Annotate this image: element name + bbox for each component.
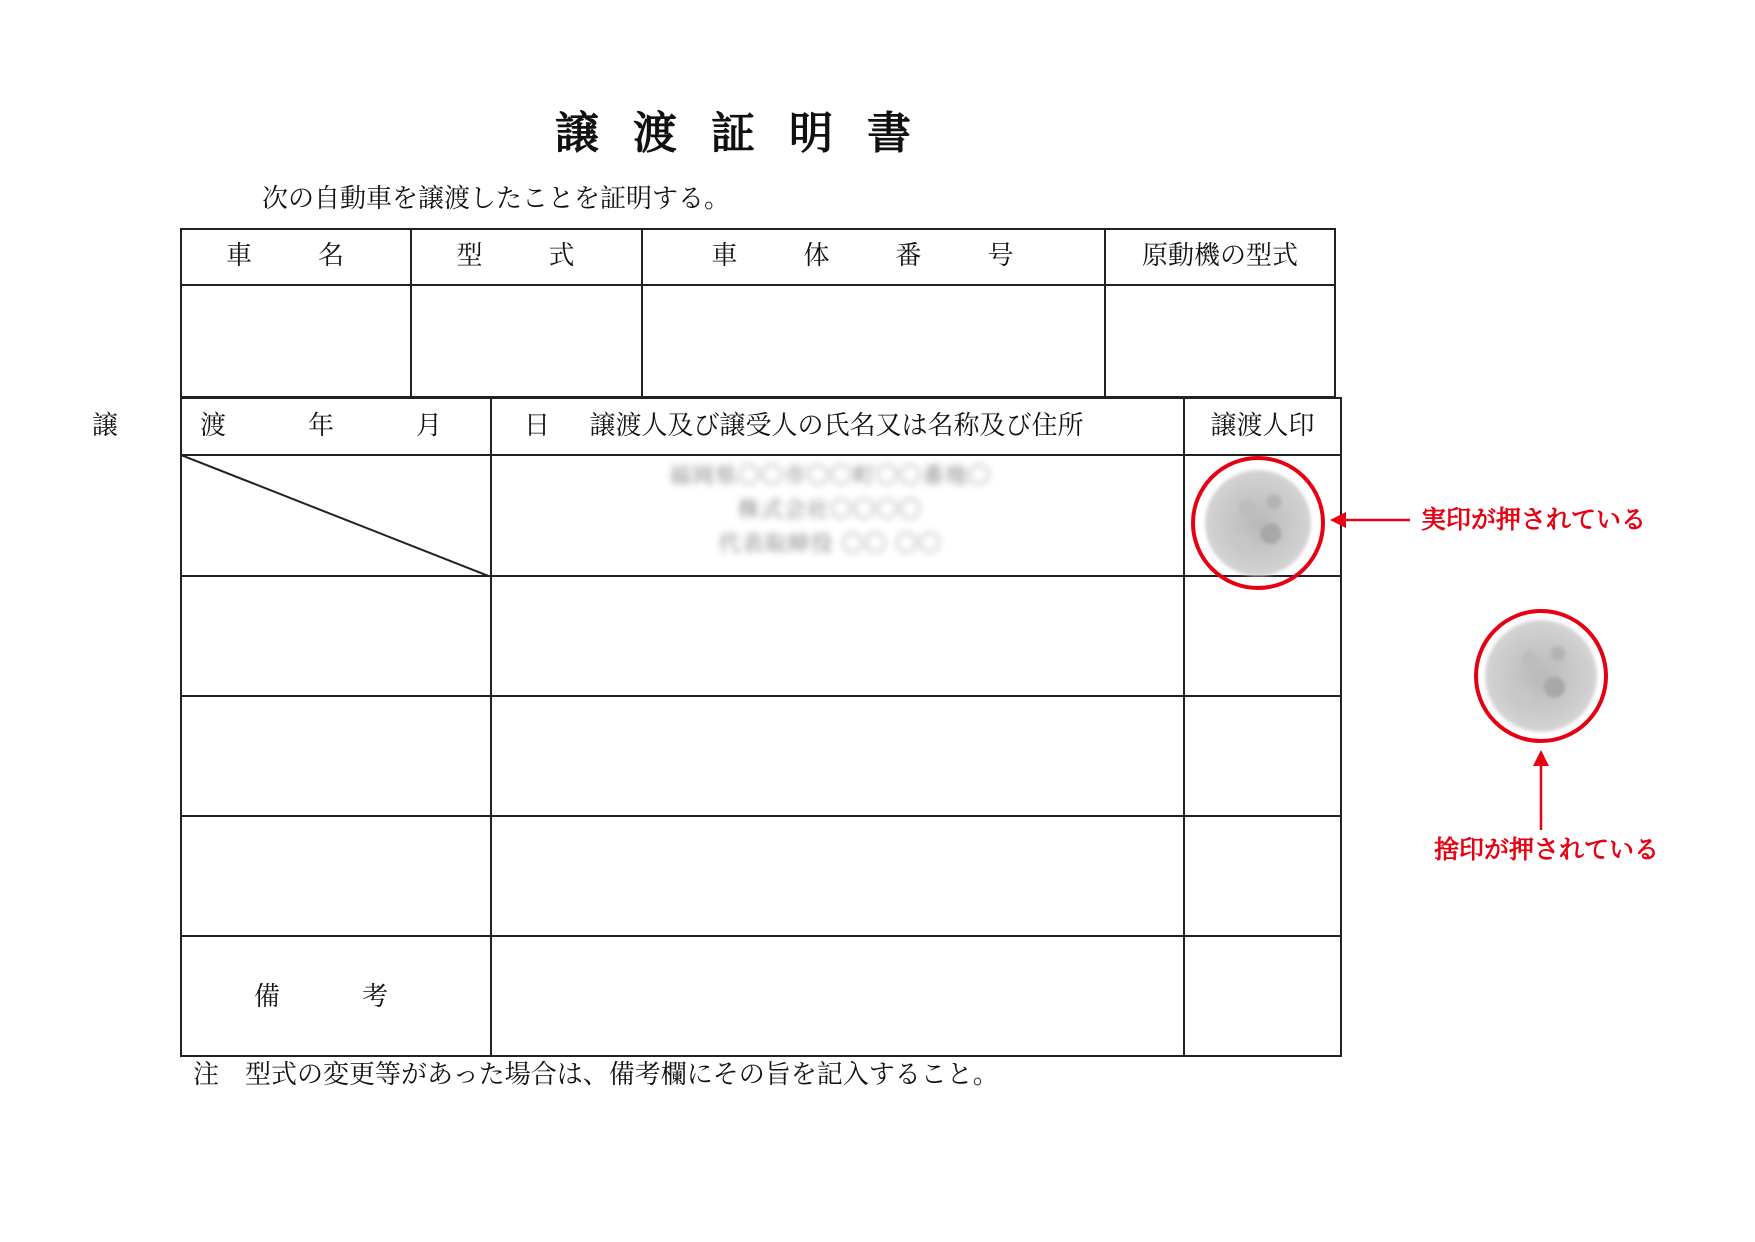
header-parties: 譲渡人及び譲受人の氏名又は名称及び住所 xyxy=(589,410,1084,441)
remarks-label: 備 考 xyxy=(253,982,416,1012)
header-transferor-seal: 譲渡人印 xyxy=(1210,410,1315,441)
row-date xyxy=(180,577,490,695)
row-date xyxy=(180,697,490,815)
header-engine-model: 原動機の型式 xyxy=(1141,241,1298,271)
value-car-name xyxy=(180,286,410,398)
lead-sentence: 次の自動車を譲渡したことを証明する。 xyxy=(262,184,731,214)
header-transfer-date: 譲 渡 年 月 日 xyxy=(92,410,579,441)
row-date xyxy=(180,817,490,935)
spare-seal-highlight-circle xyxy=(1474,609,1608,743)
footnote: 注 型式の変更等があった場合は、備考欄にその旨を記入すること。 xyxy=(193,1060,999,1090)
official-seal-highlight-circle xyxy=(1191,456,1325,590)
redacted-address-line: 福岡県〇〇市〇〇町〇〇番地〇 xyxy=(668,464,991,489)
header-model: 型 式 xyxy=(456,241,595,271)
official-seal-arrow-icon xyxy=(1330,508,1410,532)
date-cell-diagonal-line xyxy=(181,455,491,577)
redacted-company-line: 株式会社〇〇〇〇 xyxy=(737,498,922,523)
spare-seal-annotation: 捨印が押されている xyxy=(1434,835,1660,864)
row-parties xyxy=(490,817,1183,935)
header-chassis-number: 車 体 番 号 xyxy=(711,241,1034,271)
redacted-representative-line: 代表取締役 〇〇 〇〇 xyxy=(718,532,942,557)
document-title: 譲渡証明書 xyxy=(555,108,945,159)
transfer-table-col-divider xyxy=(1183,397,1185,1057)
spare-seal-arrow-icon xyxy=(1529,750,1553,830)
value-model xyxy=(410,286,641,398)
value-chassis-number xyxy=(641,286,1104,398)
row-parties xyxy=(490,697,1183,815)
official-seal-annotation: 実印が押されている xyxy=(1421,505,1647,534)
header-car-name: 車 名 xyxy=(225,241,364,271)
row-parties xyxy=(490,577,1183,695)
value-engine-model xyxy=(1104,286,1336,398)
redacted-parties-text xyxy=(620,460,1040,580)
